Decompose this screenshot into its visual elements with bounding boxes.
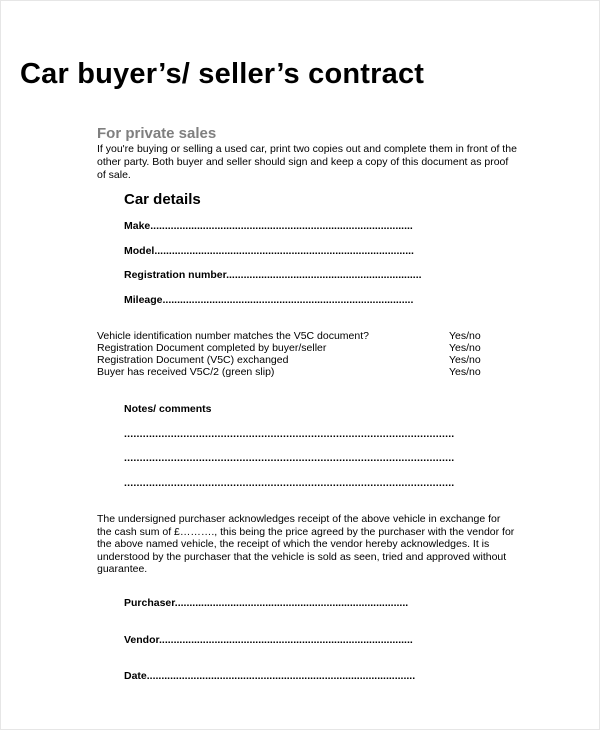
check-reg-completed-options[interactable]: Yes/no	[449, 342, 481, 354]
check-reg-exchanged-options[interactable]: Yes/no	[449, 354, 481, 366]
check-vin-options[interactable]: Yes/no	[449, 330, 481, 342]
acknowledgement-paragraph: The undersigned purchaser acknowledges receipt of the above vehicle in exchange for the cash sum of £………., this being the price agreed by the purchaser with the vendor for the above named vehicle, the receipt of which the vendor hereby acknowledges. It is understood by the purchaser that the vehicle is sold as seen, tried and approved without guarantee.	[97, 513, 515, 575]
mileage-field[interactable]: Mileage......................................................................................	[124, 294, 414, 306]
check-green-slip-label: Buyer has received V5C/2 (green slip)	[97, 366, 275, 378]
notes-line[interactable]: ..........................................................................................................	[124, 452, 455, 464]
document-subtitle: For private sales	[97, 125, 217, 142]
date-field[interactable]: Date............................................................................................	[124, 670, 416, 682]
make-field[interactable]: Make..........................................................................................	[124, 220, 413, 232]
check-green-slip-options[interactable]: Yes/no	[449, 366, 481, 378]
vendor-signature-field[interactable]: Vendor.......................................................................................	[124, 634, 413, 646]
notes-line[interactable]: ..........................................................................................................	[124, 428, 455, 440]
check-reg-exchanged-label: Registration Document (V5C) exchanged	[97, 354, 289, 366]
intro-paragraph: If you're buying or selling a used car, print two copies out and complete them in front of the other party. Both buyer and seller should sign and keep a copy of this document as proof of sale.	[97, 143, 517, 181]
model-field[interactable]: Model.........................................................................................	[124, 245, 414, 257]
check-reg-completed-label: Registration Document completed by buyer/seller	[97, 342, 327, 354]
registration-number-field[interactable]: Registration number...................................................................	[124, 269, 422, 281]
check-vin-label: Vehicle identification number matches the V5C document?	[97, 330, 369, 342]
car-details-heading: Car details	[124, 191, 201, 208]
purchaser-signature-field[interactable]: Purchaser................................................................................	[124, 597, 409, 609]
notes-line[interactable]: ..........................................................................................................	[124, 477, 455, 489]
document-title: Car buyer’s/ seller’s contract	[20, 58, 425, 90]
notes-heading: Notes/ comments	[124, 403, 212, 415]
